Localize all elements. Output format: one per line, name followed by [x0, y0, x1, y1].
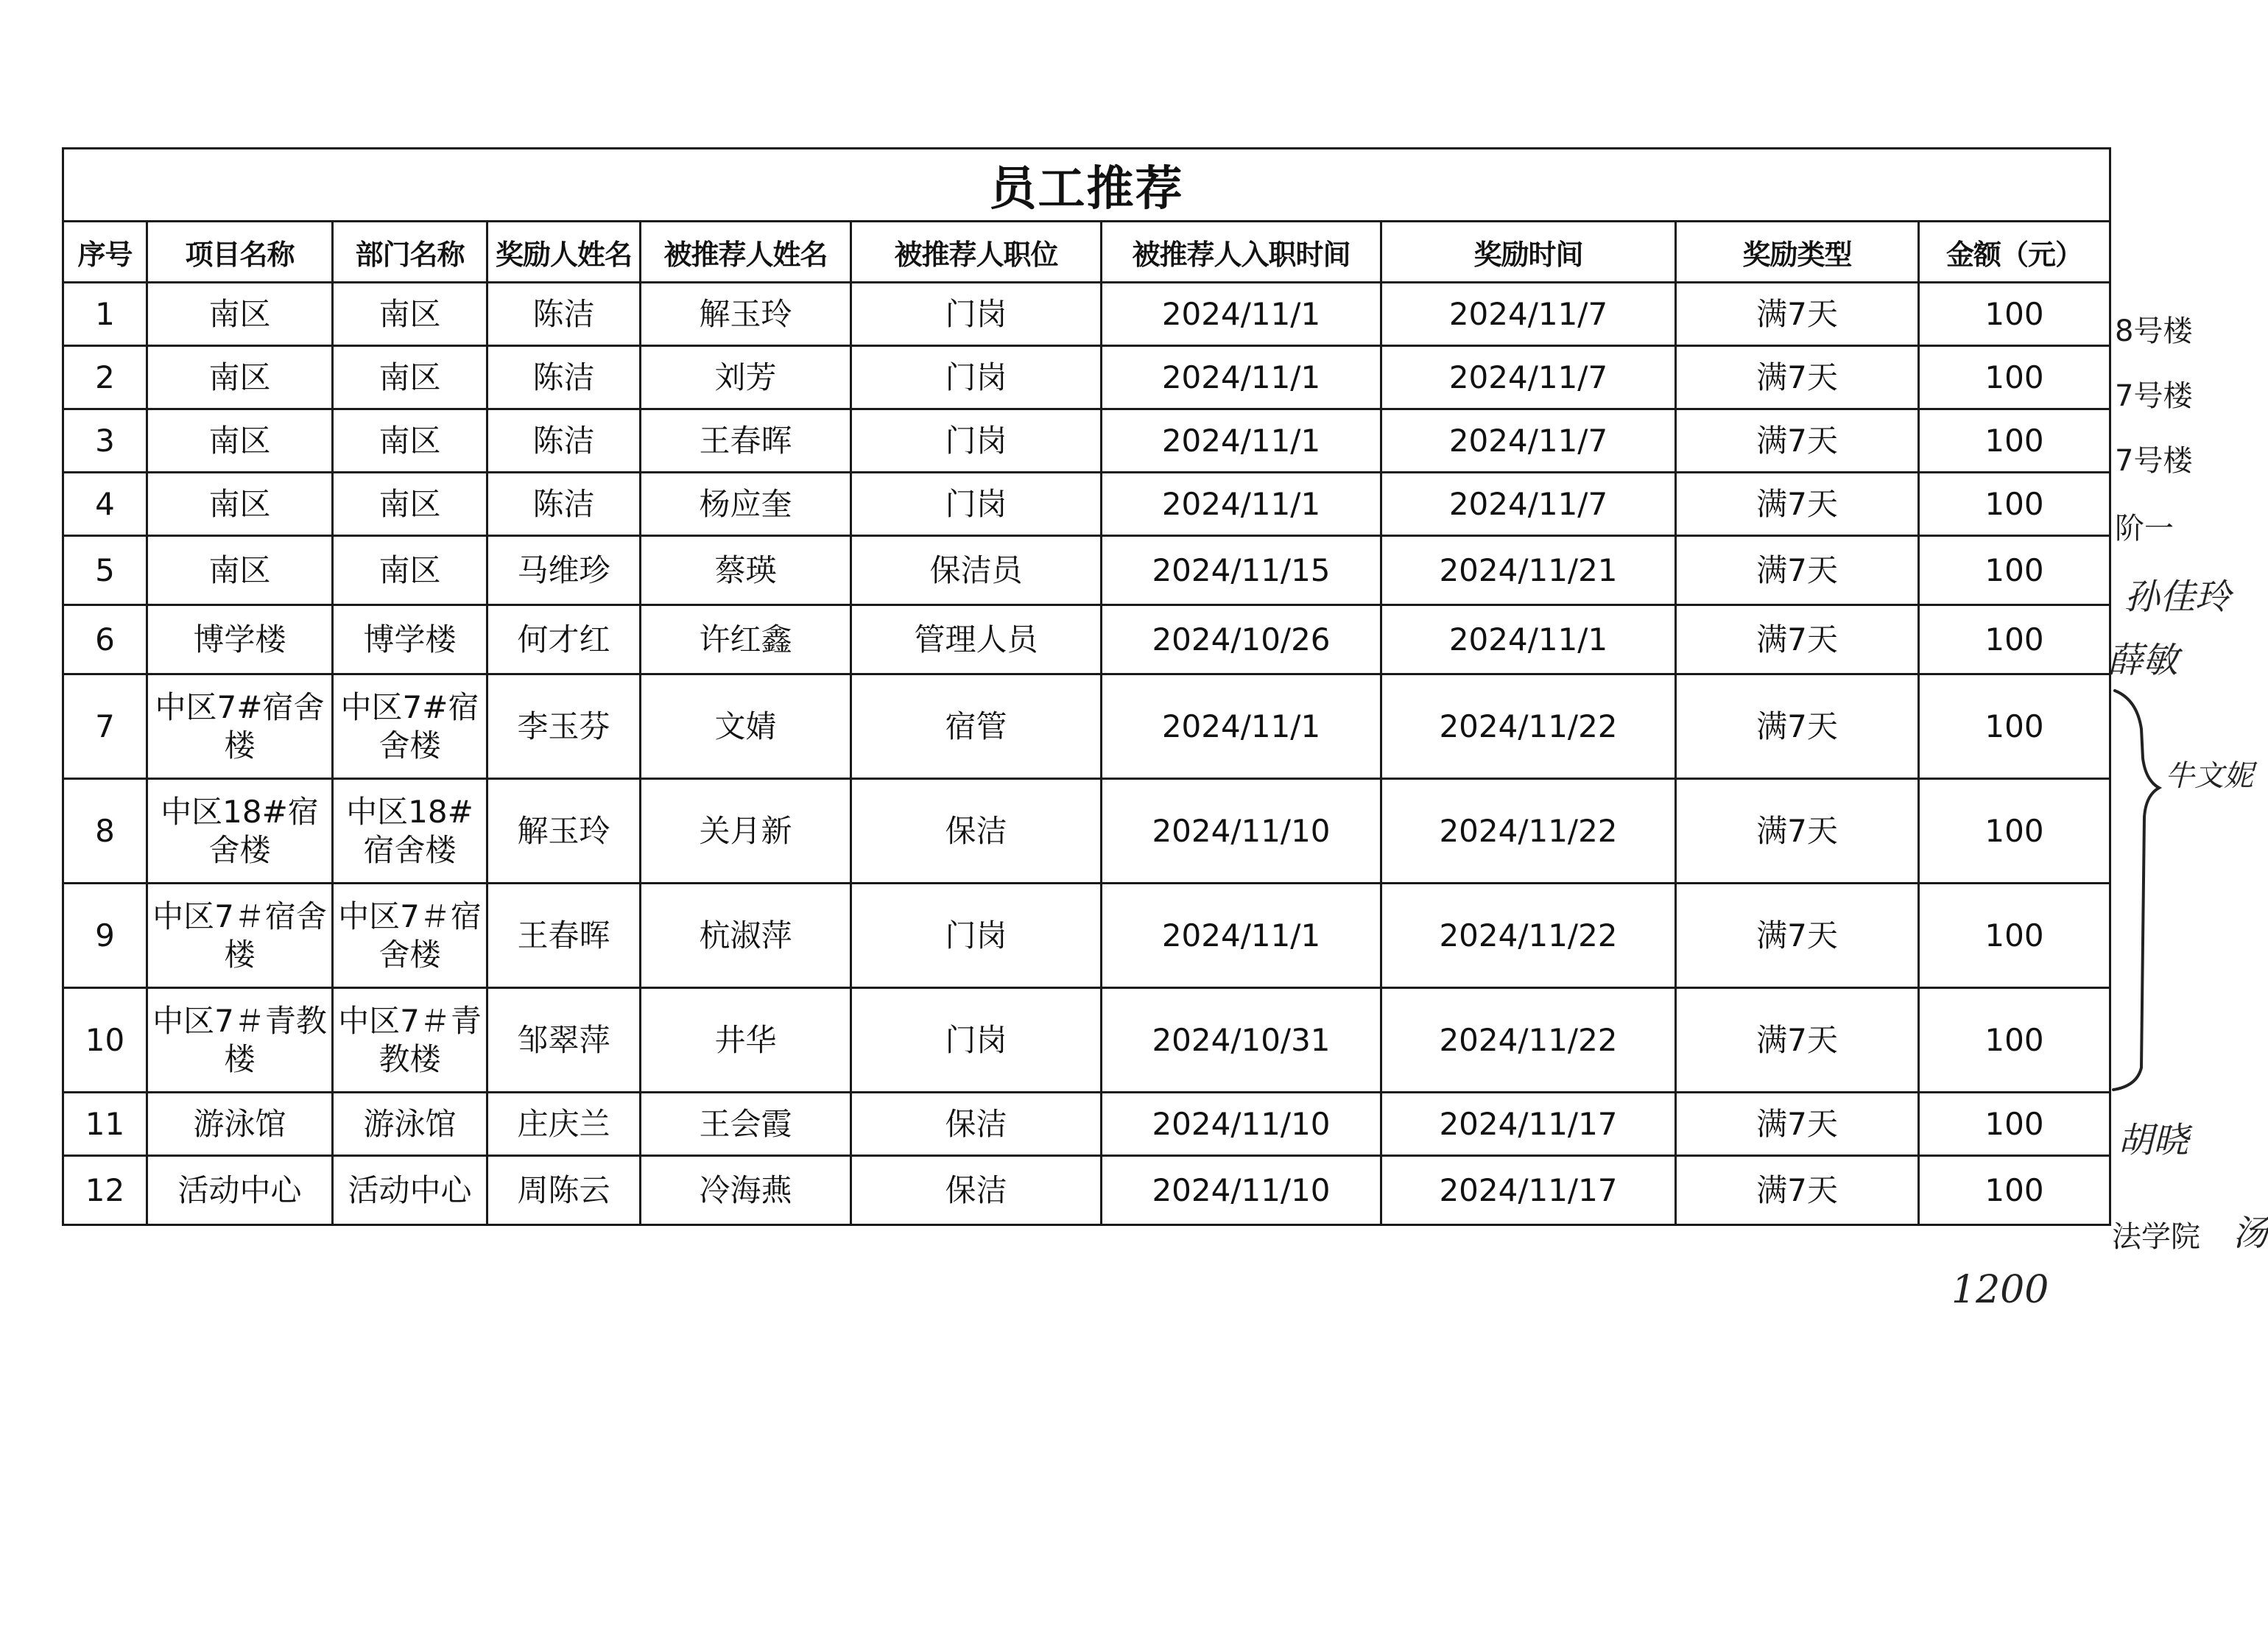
cell-dept: 南区 [333, 409, 487, 473]
col-header-amount: 金额（元） [1919, 222, 2110, 283]
cell-reward-type: 满7天 [1676, 779, 1919, 884]
header-row [63, 222, 2110, 283]
cell-no: 1 [63, 283, 147, 346]
cell-position: 保洁 [851, 1093, 1102, 1156]
cell-project: 博学楼 [147, 605, 333, 674]
cell-rewarder: 马维珍 [487, 536, 641, 605]
cell-amount: 100 [1919, 283, 2110, 346]
table-row [63, 884, 2110, 988]
cell-reward-date: 2024/11/7 [1381, 346, 1676, 409]
cell-no: 2 [63, 346, 147, 409]
cell-reward-date: 2024/11/7 [1381, 283, 1676, 346]
cell-position: 保洁 [851, 779, 1102, 884]
cell-dept: 中区18#宿舍楼 [333, 779, 487, 884]
cell-project: 中区7＃宿舍楼 [147, 884, 333, 988]
cell-amount: 100 [1919, 884, 2110, 988]
cell-recommended: 杨应奎 [641, 473, 851, 536]
cell-reward-type: 满7天 [1676, 283, 1919, 346]
side-note-law-school: 法学院 [2112, 1220, 2200, 1254]
cell-position: 门岗 [851, 473, 1102, 536]
side-note-stage-one: 阶一 [2115, 512, 2174, 546]
cell-reward-date: 2024/11/1 [1381, 605, 1676, 674]
handwritten-name-4: 胡晓 [2118, 1120, 2189, 1161]
cell-reward-type: 满7天 [1676, 346, 1919, 409]
cell-hire-date: 2024/11/10 [1102, 1156, 1381, 1225]
cell-no: 5 [63, 536, 147, 605]
cell-project: 活动中心 [147, 1156, 333, 1225]
cell-no: 3 [63, 409, 147, 473]
table-row [63, 346, 2110, 409]
cell-dept: 南区 [333, 346, 487, 409]
cell-position: 门岗 [851, 283, 1102, 346]
cell-amount: 100 [1919, 409, 2110, 473]
col-header-position: 被推荐人职位 [851, 222, 1102, 283]
cell-position: 门岗 [851, 884, 1102, 988]
cell-position: 管理人员 [851, 605, 1102, 674]
table-row [63, 988, 2110, 1093]
cell-dept: 南区 [333, 473, 487, 536]
cell-no: 7 [63, 674, 147, 779]
cell-rewarder: 陈洁 [487, 473, 641, 536]
cell-recommended: 杭淑萍 [641, 884, 851, 988]
handwritten-total: 1200 [1951, 1268, 2049, 1312]
cell-hire-date: 2024/11/1 [1102, 409, 1381, 473]
cell-rewarder: 陈洁 [487, 346, 641, 409]
cell-rewarder: 陈洁 [487, 283, 641, 346]
cell-reward-date: 2024/11/7 [1381, 409, 1676, 473]
cell-reward-type: 满7天 [1676, 884, 1919, 988]
cell-reward-type: 满7天 [1676, 536, 1919, 605]
cell-recommended: 关月新 [641, 779, 851, 884]
cell-dept: 游泳馆 [333, 1093, 487, 1156]
cell-amount: 100 [1919, 536, 2110, 605]
cell-amount: 100 [1919, 1093, 2110, 1156]
table-row [63, 605, 2110, 674]
table-title: 员工推荐 [63, 149, 2110, 222]
cell-no: 12 [63, 1156, 147, 1225]
cell-recommended: 井华 [641, 988, 851, 1093]
cell-reward-date: 2024/11/22 [1381, 779, 1676, 884]
cell-no: 10 [63, 988, 147, 1093]
side-note-building-7b: 7号楼 [2115, 444, 2193, 478]
cell-position: 保洁 [851, 1156, 1102, 1225]
col-header-rewarder: 奖励人姓名 [487, 222, 641, 283]
cell-project: 南区 [147, 536, 333, 605]
table-row [63, 1093, 2110, 1156]
cell-amount: 100 [1919, 779, 2110, 884]
side-note-building-8: 8号楼 [2115, 314, 2193, 348]
cell-recommended: 王春晖 [641, 409, 851, 473]
cell-hire-date: 2024/11/10 [1102, 1093, 1381, 1156]
col-header-project: 项目名称 [147, 222, 333, 283]
cell-no: 4 [63, 473, 147, 536]
cell-recommended: 文婧 [641, 674, 851, 779]
cell-hire-date: 2024/11/1 [1102, 884, 1381, 988]
col-header-reward-type: 奖励类型 [1676, 222, 1919, 283]
cell-dept: 活动中心 [333, 1156, 487, 1225]
cell-project: 南区 [147, 409, 333, 473]
cell-reward-date: 2024/11/22 [1381, 884, 1676, 988]
side-note-building-7a: 7号楼 [2115, 379, 2193, 413]
handwritten-name-3: 牛文妮 [2165, 759, 2253, 793]
handwritten-name-1: 孙佳玲 [2124, 577, 2231, 618]
cell-dept: 南区 [333, 283, 487, 346]
cell-recommended: 解玉玲 [641, 283, 851, 346]
table-row [63, 779, 2110, 884]
cell-rewarder: 庄庆兰 [487, 1093, 641, 1156]
cell-dept: 中区7#宿舍楼 [333, 674, 487, 779]
cell-reward-type: 满7天 [1676, 409, 1919, 473]
cell-amount: 100 [1919, 1156, 2110, 1225]
col-header-hire-date: 被推荐人入职时间 [1102, 222, 1381, 283]
cell-amount: 100 [1919, 988, 2110, 1093]
cell-recommended: 王会霞 [641, 1093, 851, 1156]
cell-no: 11 [63, 1093, 147, 1156]
table-row [63, 1156, 2110, 1225]
cell-dept: 南区 [333, 536, 487, 605]
recommendation-table [62, 147, 2111, 1226]
cell-hire-date: 2024/11/1 [1102, 346, 1381, 409]
handwritten-brace [2107, 685, 2174, 1097]
cell-reward-type: 满7天 [1676, 605, 1919, 674]
cell-reward-type: 满7天 [1676, 988, 1919, 1093]
cell-project: 中区7#宿舍楼 [147, 674, 333, 779]
cell-project: 南区 [147, 346, 333, 409]
cell-dept: 博学楼 [333, 605, 487, 674]
table-row [63, 409, 2110, 473]
cell-position: 门岗 [851, 988, 1102, 1093]
cell-amount: 100 [1919, 605, 2110, 674]
cell-position: 门岗 [851, 346, 1102, 409]
table-row [63, 473, 2110, 536]
cell-recommended: 刘芳 [641, 346, 851, 409]
cell-hire-date: 2024/11/1 [1102, 283, 1381, 346]
cell-amount: 100 [1919, 473, 2110, 536]
cell-hire-date: 2024/11/1 [1102, 674, 1381, 779]
cell-hire-date: 2024/11/15 [1102, 536, 1381, 605]
cell-amount: 100 [1919, 674, 2110, 779]
cell-reward-type: 满7天 [1676, 473, 1919, 536]
col-header-no: 序号 [63, 222, 147, 283]
cell-reward-date: 2024/11/17 [1381, 1156, 1676, 1225]
cell-reward-date: 2024/11/17 [1381, 1093, 1676, 1156]
col-header-dept: 部门名称 [333, 222, 487, 283]
cell-rewarder: 周陈云 [487, 1156, 641, 1225]
cell-reward-date: 2024/11/22 [1381, 674, 1676, 779]
cell-hire-date: 2024/10/31 [1102, 988, 1381, 1093]
cell-rewarder: 邹翠萍 [487, 988, 641, 1093]
cell-reward-type: 满7天 [1676, 1093, 1919, 1156]
cell-rewarder: 陈洁 [487, 409, 641, 473]
cell-hire-date: 2024/10/26 [1102, 605, 1381, 674]
cell-position: 宿管 [851, 674, 1102, 779]
handwritten-name-2: 薛敏 [2107, 640, 2179, 681]
cell-hire-date: 2024/11/1 [1102, 473, 1381, 536]
cell-recommended: 冷海燕 [641, 1156, 851, 1225]
cell-no: 6 [63, 605, 147, 674]
table-row [63, 283, 2110, 346]
cell-dept: 中区7＃宿舍楼 [333, 884, 487, 988]
table-row [63, 674, 2110, 779]
cell-rewarder: 何才红 [487, 605, 641, 674]
col-header-reward-date: 奖励时间 [1381, 222, 1676, 283]
table-row [63, 536, 2110, 605]
cell-reward-date: 2024/11/22 [1381, 988, 1676, 1093]
cell-amount: 100 [1919, 346, 2110, 409]
cell-recommended: 蔡瑛 [641, 536, 851, 605]
cell-rewarder: 李玉芬 [487, 674, 641, 779]
cell-rewarder: 解玉玲 [487, 779, 641, 884]
cell-no: 8 [63, 779, 147, 884]
cell-hire-date: 2024/11/10 [1102, 779, 1381, 884]
cell-project: 南区 [147, 473, 333, 536]
cell-position: 保洁员 [851, 536, 1102, 605]
cell-project: 中区7＃青教楼 [147, 988, 333, 1093]
cell-project: 游泳馆 [147, 1093, 333, 1156]
cell-project: 中区18#宿舍楼 [147, 779, 333, 884]
cell-position: 门岗 [851, 409, 1102, 473]
cell-recommended: 许红鑫 [641, 605, 851, 674]
cell-reward-date: 2024/11/7 [1381, 473, 1676, 536]
cell-project: 南区 [147, 283, 333, 346]
cell-reward-type: 满7天 [1676, 1156, 1919, 1225]
cell-reward-type: 满7天 [1676, 674, 1919, 779]
cell-reward-date: 2024/11/21 [1381, 536, 1676, 605]
cell-no: 9 [63, 884, 147, 988]
cell-rewarder: 王春晖 [487, 884, 641, 988]
cell-dept: 中区7＃青教楼 [333, 988, 487, 1093]
handwritten-mark: 汤 [2233, 1213, 2268, 1254]
col-header-recommended: 被推荐人姓名 [641, 222, 851, 283]
